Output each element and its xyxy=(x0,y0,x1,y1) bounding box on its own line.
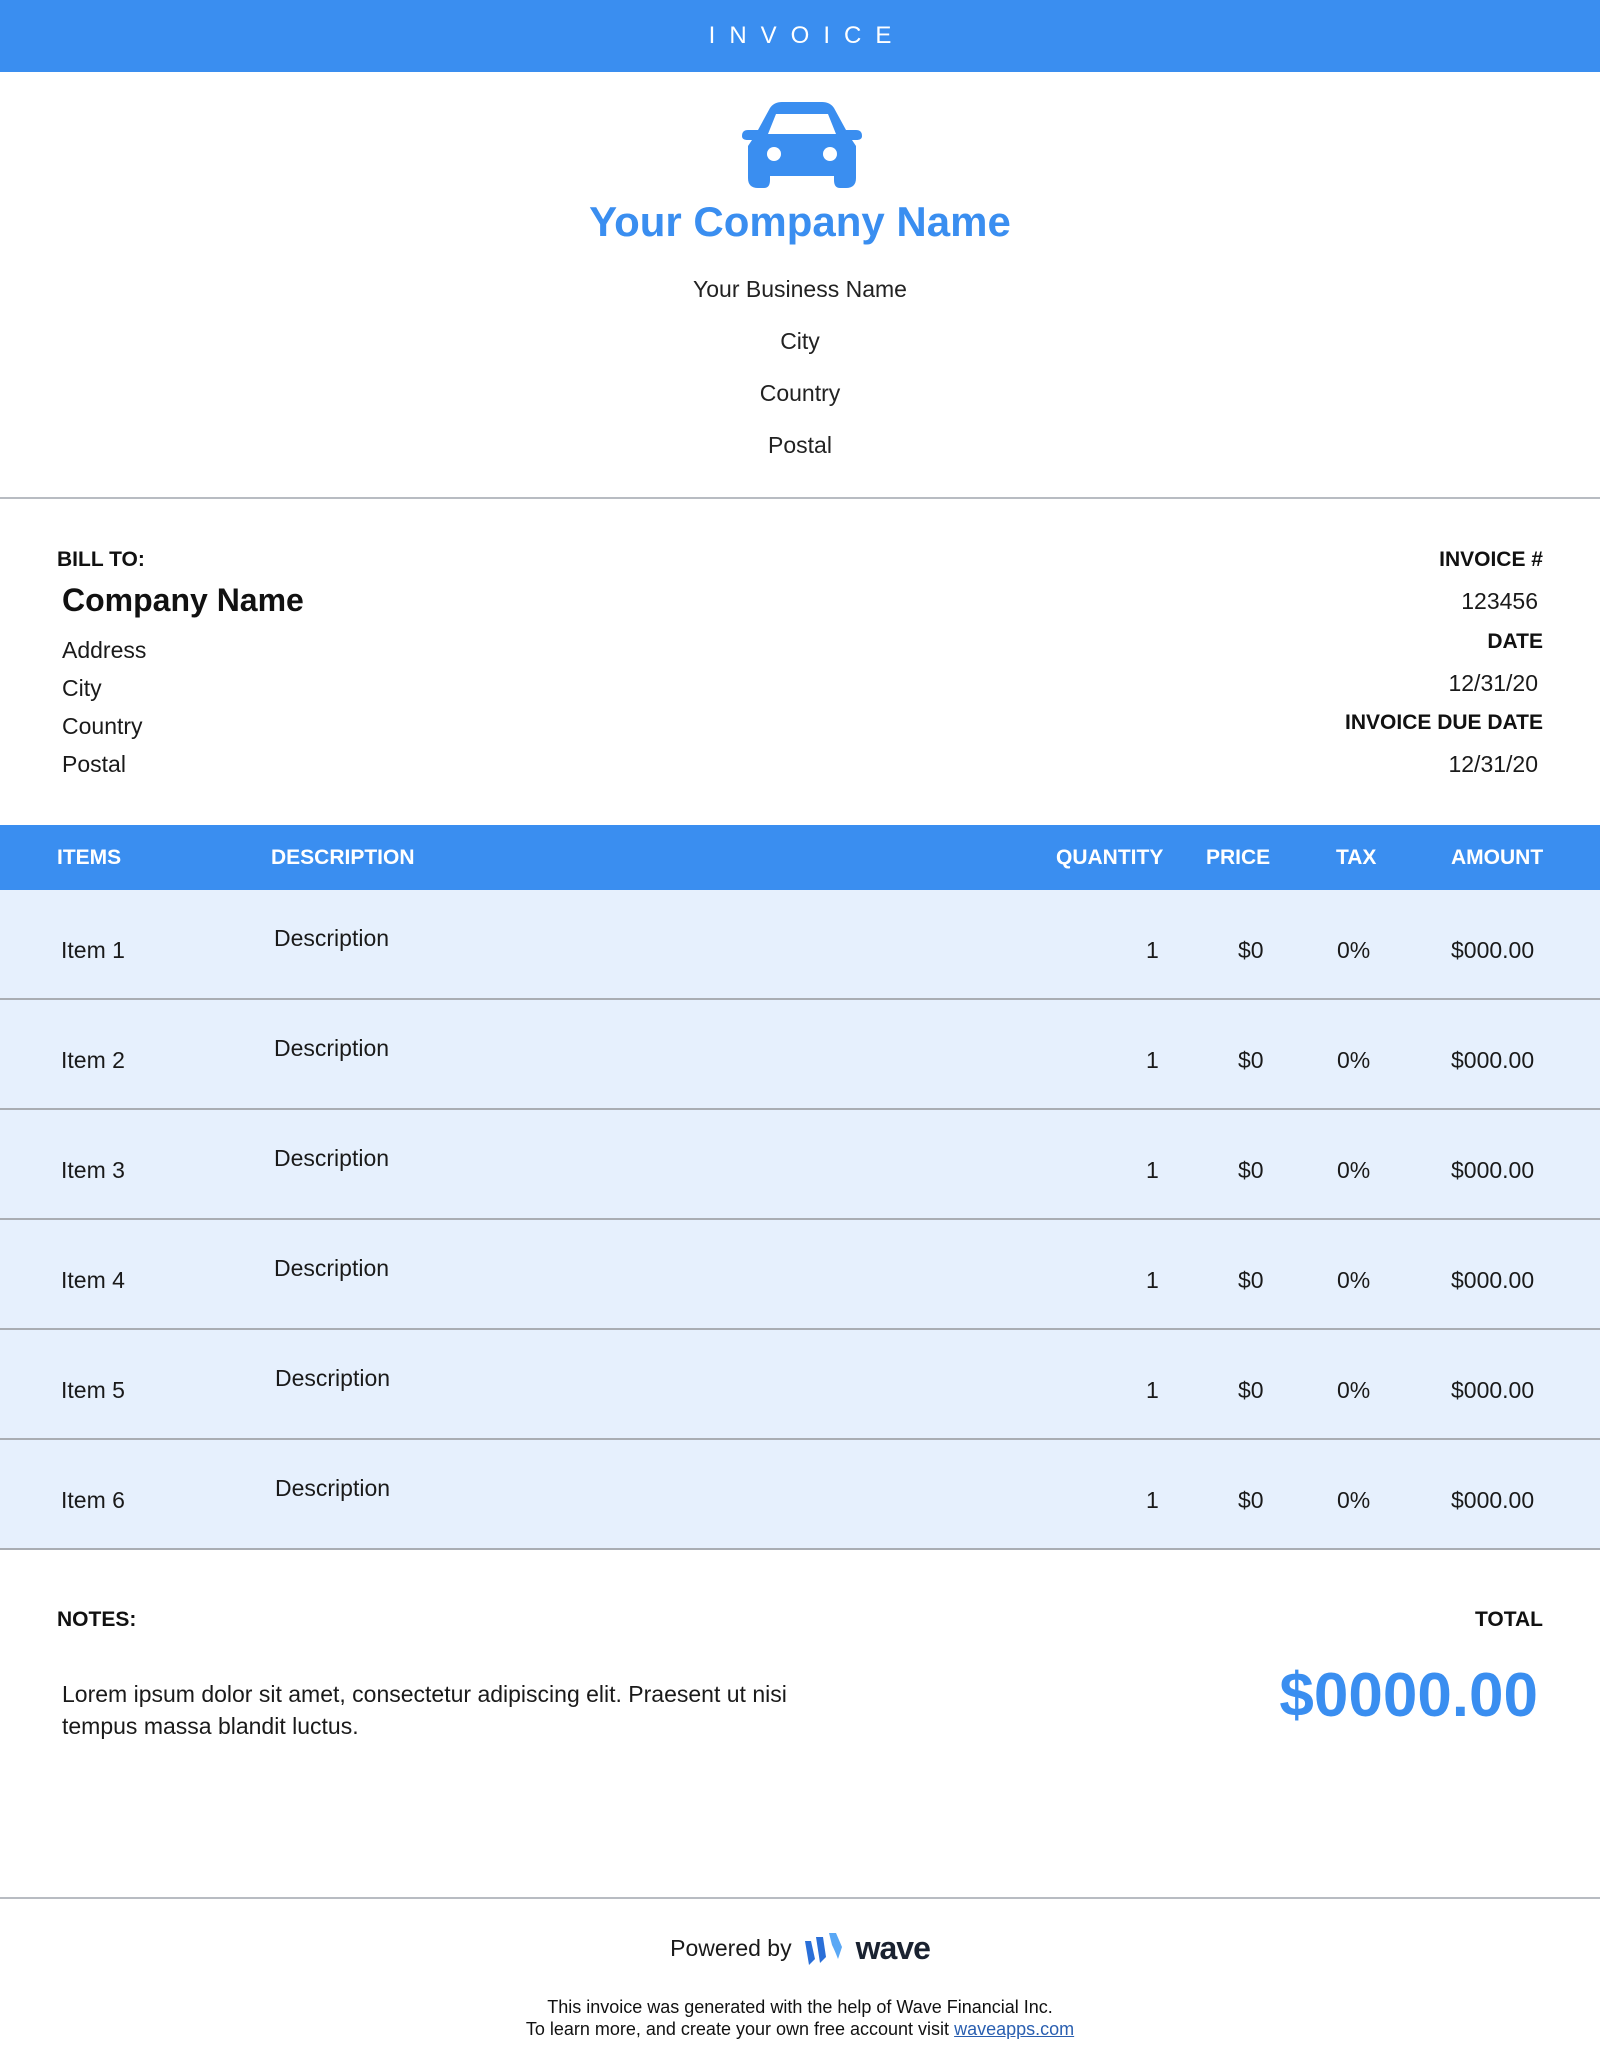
row-price: $0 xyxy=(1238,1377,1264,1403)
row-amount: $000.00 xyxy=(1451,937,1535,963)
bill-to-company: Company Name xyxy=(62,582,304,618)
row-item: Item 5 xyxy=(61,1377,125,1403)
footer-line-1: This invoice was generated with the help of Wave Financial Inc. xyxy=(547,1997,1053,2017)
row-amount: $000.00 xyxy=(1451,1157,1535,1183)
row-item: Item 6 xyxy=(61,1487,125,1513)
invoice-date-label: DATE xyxy=(1487,630,1543,653)
row-item: Item 1 xyxy=(61,937,125,963)
invoice-header-bar xyxy=(0,0,1600,72)
row-price: $0 xyxy=(1238,1157,1264,1183)
row-description: Description xyxy=(275,1475,391,1501)
company-city: City xyxy=(780,328,820,354)
row-tax: 0% xyxy=(1337,937,1371,963)
row-quantity: 1 xyxy=(1146,1157,1159,1183)
row-price: $0 xyxy=(1238,937,1264,963)
footer-line-2 xyxy=(0,2019,1600,2040)
row-tax: 0% xyxy=(1337,1157,1371,1183)
header-amount: AMOUNT xyxy=(1451,846,1544,869)
section-divider xyxy=(0,497,1600,499)
table-row xyxy=(0,1330,1600,1440)
items-table-header xyxy=(0,825,1600,890)
row-amount: $000.00 xyxy=(1451,1047,1535,1073)
table-row xyxy=(0,1110,1600,1220)
invoice-due-date: 12/31/20 xyxy=(1448,751,1538,777)
bill-to-country: Country xyxy=(62,713,143,739)
total-label: TOTAL xyxy=(1474,1608,1543,1631)
header-price: PRICE xyxy=(1206,846,1271,869)
bill-to-city: City xyxy=(62,675,102,701)
invoice-due-label: INVOICE DUE DATE xyxy=(1345,711,1543,734)
waveapps-link[interactable]: waveapps.com xyxy=(954,2019,1075,2039)
row-quantity: 1 xyxy=(1146,1047,1159,1073)
table-row xyxy=(0,1000,1600,1110)
header-items: ITEMS xyxy=(57,846,122,869)
row-description: Description xyxy=(274,1145,390,1171)
row-description: Description xyxy=(274,1035,390,1061)
header-quantity: QUANTITY xyxy=(1056,846,1164,869)
business-name: Your Business Name xyxy=(693,276,907,302)
table-row xyxy=(0,1440,1600,1550)
row-description: Description xyxy=(274,925,390,951)
notes-label: NOTES: xyxy=(57,1608,137,1631)
company-country: Country xyxy=(759,380,841,406)
header-tax: TAX xyxy=(1336,846,1377,869)
row-price: $0 xyxy=(1238,1047,1264,1073)
row-price: $0 xyxy=(1238,1487,1264,1513)
wave-brand: wave xyxy=(855,1930,930,1966)
table-row xyxy=(0,890,1600,1000)
row-quantity: 1 xyxy=(1146,1267,1159,1293)
total-amount: $0000.00 xyxy=(1279,1661,1538,1730)
invoice-date: 12/31/20 xyxy=(1448,670,1538,696)
invoice-number: 123456 xyxy=(1461,588,1538,614)
row-quantity: 1 xyxy=(1146,1487,1159,1513)
row-tax: 0% xyxy=(1337,1047,1371,1073)
footer-divider xyxy=(0,1897,1600,1899)
header-description: DESCRIPTION xyxy=(271,846,415,869)
row-amount: $000.00 xyxy=(1451,1377,1535,1403)
notes-text: Lorem ipsum dolor sit amet, consectetur adipiscing elit. Praesent ut nisi tempus massa blandit luctus. xyxy=(62,1681,787,1739)
car-icon xyxy=(740,100,864,190)
bill-to-postal: Postal xyxy=(62,751,126,777)
powered-by xyxy=(0,1930,1600,1967)
row-tax: 0% xyxy=(1337,1377,1371,1403)
row-item: Item 4 xyxy=(61,1267,125,1293)
company-postal: Postal xyxy=(768,432,832,458)
invoice-title: INVOICE xyxy=(708,22,906,49)
invoice-number-label: INVOICE # xyxy=(1439,548,1543,571)
table-row xyxy=(0,1220,1600,1330)
row-amount: $000.00 xyxy=(1451,1487,1535,1513)
wave-logo-icon xyxy=(802,1931,846,1967)
company-name: Your Company Name xyxy=(589,198,1011,245)
row-description: Description xyxy=(274,1255,390,1281)
row-quantity: 1 xyxy=(1146,937,1159,963)
powered-by-text: Powered by xyxy=(670,1935,792,1961)
bill-to-label: BILL TO: xyxy=(57,548,145,571)
row-amount: $000.00 xyxy=(1451,1267,1535,1293)
row-tax: 0% xyxy=(1337,1487,1371,1513)
row-description: Description xyxy=(275,1365,391,1391)
bill-to-address: Address xyxy=(62,637,147,663)
row-item: Item 3 xyxy=(61,1157,125,1183)
row-price: $0 xyxy=(1238,1267,1264,1293)
row-item: Item 2 xyxy=(61,1047,125,1073)
row-tax: 0% xyxy=(1337,1267,1371,1293)
footer-line-2-text: To learn more, and create your own free account visit xyxy=(525,2019,950,2039)
row-quantity: 1 xyxy=(1146,1377,1159,1403)
